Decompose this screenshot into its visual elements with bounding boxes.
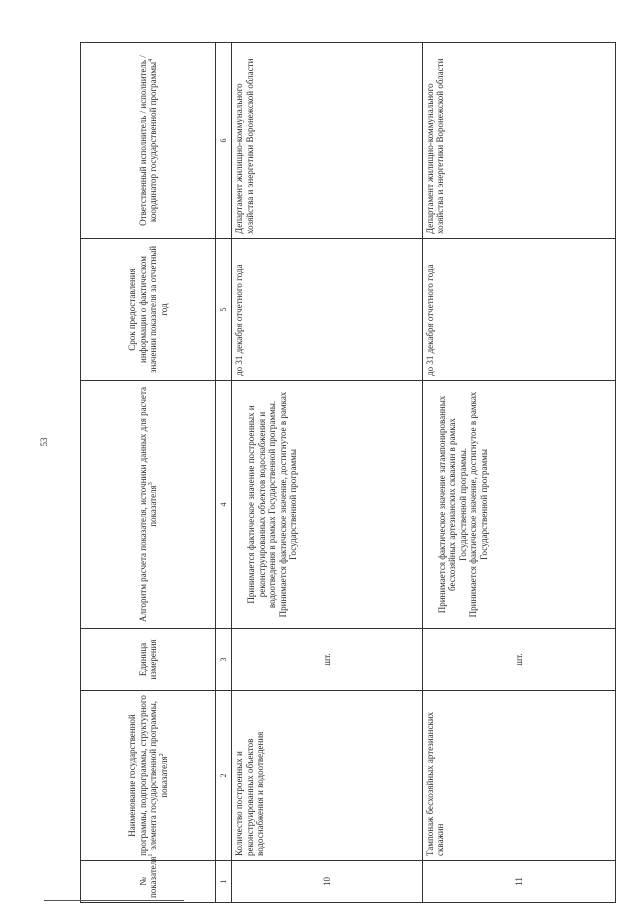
column-number: 6 — [216, 43, 232, 239]
column-number: 3 — [216, 629, 232, 691]
responsible-cell: Департамент жилищно-коммунального хозяйства и энергетики Воронежской области — [232, 43, 422, 239]
table-row — [422, 43, 615, 903]
table-row — [232, 43, 422, 903]
algorithm-cell: Принимается фактическое значение затампонированных бесхозяйных артезианских скважин в рамках Государственной программы. Принимается фактическое значение, достигнутое в рамках Государственной программы — [422, 381, 615, 629]
header-indicator-name: Наименование государственной программы, подпрограммы, структурного элемента государственной программы, показателя$^2$ — [81, 691, 216, 861]
row-number: 11 — [422, 861, 615, 903]
table-header-row — [81, 43, 216, 903]
algorithm-cell: Принимается фактическое значение построенных и реконструированных объектов водоснабжения и водоотведения в рамках Государственной программы. Принимается фактическое значение, достигнутое в рамках Государственной программы — [232, 381, 422, 629]
header-unit: Единица измерения — [81, 629, 216, 691]
column-number: 2 — [216, 691, 232, 861]
deadline-cell: до 31 декабря отчетного года — [232, 239, 422, 381]
unit-cell: шт. — [422, 629, 615, 691]
responsible-cell: Департамент жилищно-коммунального хозяйства и энергетики Воронежской области — [422, 43, 615, 239]
page-number: 53 — [39, 437, 49, 447]
deadline-cell: до 31 декабря отчетного года — [422, 239, 615, 381]
column-number: 5 — [216, 239, 232, 381]
header-deadline: Срок предоставления информации о фактическом значении показателя за отчетный год — [81, 239, 216, 381]
rotated-table-container — [80, 43, 616, 903]
unit-cell: шт. — [232, 629, 422, 691]
header-responsible: Ответственный исполнитель / исполнитель / координатор государственной программы$^4$ — [81, 43, 216, 239]
footnote-separator — [44, 900, 184, 901]
column-number: 4 — [216, 381, 232, 629]
column-number-row — [216, 43, 232, 903]
indicator-name: Количество построенных и реконструированных объектов водоснабжения и водоотведения — [232, 691, 422, 861]
column-number: 1 — [216, 861, 232, 903]
header-indicator-number: № показателя$^1$ — [81, 861, 216, 903]
row-number: 10 — [232, 861, 422, 903]
indicator-table — [80, 42, 616, 903]
indicator-name: Тампонаж бесхозяйных артезианских скважин — [422, 691, 615, 861]
header-algorithm: Алгоритм расчета показателя, источники данных для расчета показателя$^3$ — [81, 381, 216, 629]
